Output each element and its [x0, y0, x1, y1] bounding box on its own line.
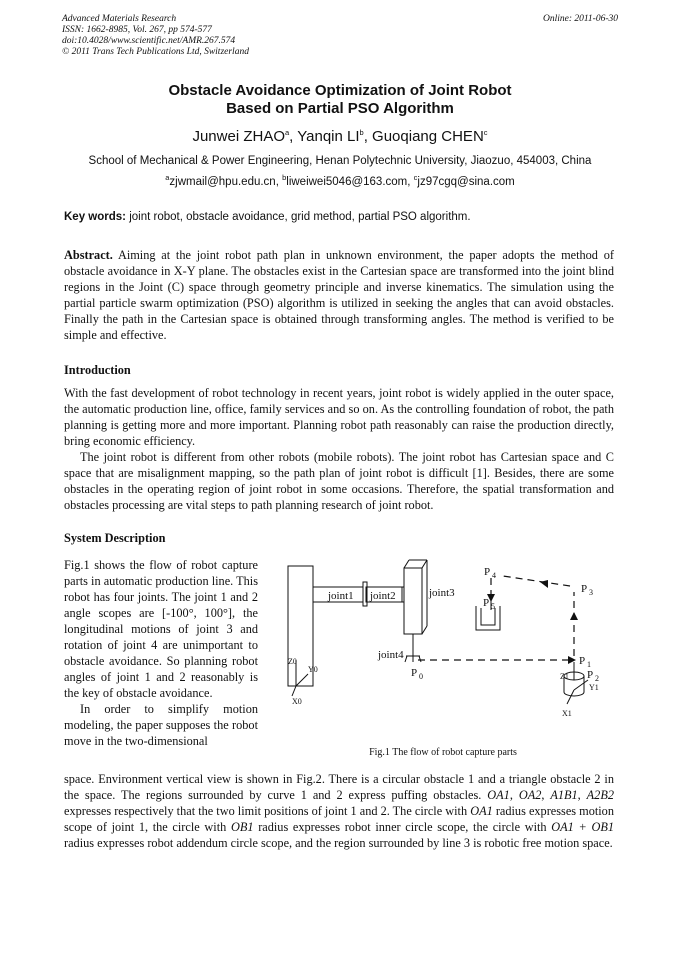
title-line-1: Obstacle Avoidance Optimization of Joint Robot — [168, 82, 512, 99]
sep: , — [577, 788, 581, 802]
sep: , — [509, 788, 513, 802]
label-joint2: joint2 — [370, 590, 396, 602]
math-a2b2: A2B2 — [586, 788, 614, 802]
author-name: Junwei ZHAO — [192, 128, 285, 145]
path-arrow-right — [568, 656, 576, 664]
author-name: Guoqiang CHEN — [372, 128, 484, 145]
abstract — [64, 247, 614, 343]
math-a1b1: A1B1 — [550, 788, 578, 802]
sep: , — [541, 788, 545, 802]
title-line-2: Based on Partial PSO Algorithm — [226, 100, 454, 117]
email-sup: a — [165, 173, 170, 183]
label-joint1: joint1 — [328, 590, 354, 602]
system-description-heading: System Description — [64, 531, 166, 545]
joint3-column — [404, 568, 422, 634]
tail-text: space. Environment vertical view is shown in Fig.2. There is a circular obstacle 1 and a triangle obstacle 2 in the space. The regions surrounded by curve 1 and 2 express puffing obstacles. — [64, 772, 614, 802]
label-p1-sub: 1 — [587, 660, 591, 669]
email-list: $^a$zjwmail@hpu.edu.cn, $^b$liweiwei5046@163.com, $^c$jz97cgq@sina.com — [165, 173, 515, 188]
system-left-column — [64, 557, 258, 749]
online-date: Online: 2011-06-30 — [542, 14, 618, 24]
label-p5-sub: 5 — [491, 602, 495, 611]
label-y1: Y1 — [589, 683, 599, 692]
label-p0: P — [411, 667, 418, 679]
label-p4: P — [484, 566, 491, 578]
email-sup: b — [282, 173, 287, 183]
email-sup: c — [413, 173, 418, 183]
introduction-paragraph-2: The joint robot is different from other robots (mobile robots). The joint robot has Cartesian space and C space that are misalignment mapping, so the path plan of joint robot is difficult [1]. Besides, there are some obstacles in the operating region of joint robot in some occasions. Therefore, the spatial transformation and obstacles processing are vital steps to path planning research of joint robot. — [64, 450, 614, 512]
system-paragraph-1: Fig.1 shows the flow of robot capture parts in automatic production line. This robot has four joints. The joint 1 and 2 angle scopes are [-100°, 100°], the longitudinal motions of joint 3 and rotation of joint 4 are unimportant to obstacle avoidance. So planning robot angles of joint 1 and 2 reasonably is the key of obstacle avoidance. — [64, 558, 258, 700]
label-x0: X0 — [292, 697, 302, 706]
robot-capture-diagram — [278, 558, 613, 748]
tail-text: radius expresses motion scope of joint 1, the circle with — [64, 804, 614, 834]
keywords-text: joint robot, obstacle avoidance, grid method, partial PSO algorithm. — [129, 211, 471, 223]
introduction-paragraph-1: With the fast development of robot technology in recent years, joint robot is widely applied in the outer space, the automatic production line, office, family services and so on. As the controlling foundation of robot, the path planning is getting more and more important. Planning robot path reasonably can raise the production directly, bring economic efficiency. — [64, 386, 614, 448]
label-p1: P — [579, 655, 586, 667]
math-oa2: OA2 — [518, 788, 542, 802]
label-p0-sub: 0 — [419, 672, 423, 681]
container-p5 — [476, 606, 500, 630]
author-list: Junwei ZHAO$^a$, Yanqin $LI^b$, Guoqiang CHEN$^c$ — [192, 128, 488, 145]
keywords-label: Key words: — [64, 211, 126, 223]
path-arrow-up — [570, 612, 578, 620]
tail-text: radius expresses robot inner circle scope, the circle with — [258, 820, 547, 834]
label-x1: X1 — [562, 709, 572, 718]
journal-header — [62, 14, 618, 58]
label-z0: Z0 — [288, 657, 297, 666]
affiliation: School of Mechanical & Power Engineering, Henan Polytechnic University, Jiaozuo, 454003, China — [88, 155, 592, 167]
author-sup: a — [285, 128, 290, 137]
abstract-label: Abstract. — [64, 248, 113, 262]
label-p2: P — [587, 669, 594, 681]
system-paragraph-2: In order to simplify motion modeling, the paper supposes the robot move in the two-dimensional — [64, 702, 258, 748]
issn: ISSN: 1662-8985, Vol. 267, pp 574-577 — [62, 25, 212, 35]
author-sup: c — [483, 128, 488, 137]
introduction-body — [64, 385, 614, 513]
label-p5: P — [483, 597, 490, 609]
label-z1: Z1 — [560, 672, 569, 681]
copyright: © 2011 Trans Tech Publications Ltd, Switzerland — [62, 47, 249, 57]
label-y0: Y0 — [308, 665, 318, 674]
email-address: zjwmail@hpu.edu.cn — [169, 176, 276, 188]
label-joint3: joint3 — [429, 587, 455, 599]
keywords — [64, 211, 618, 223]
author-name: Yanqin LI — [297, 128, 360, 145]
label-p2-sub: 2 — [595, 674, 599, 683]
abstract-text: Aiming at the joint robot path plan in unknown environment, the paper adopts the method of obstacle avoidance in X-Y plane. The obstacles exist in the Cartesian space are transformed into the joint blind regions in the Joint (C) space through geometry principle and inverse kinematics. The simulation using the partial particle swarm optimization (PSO) algorithm is utilized in seeking the angles that can avoid obstacles. Finally the path in the Cartesian space is obtained through transforming angles. The method is verified to be simple and effective. — [64, 248, 614, 342]
system-paragraph-2-continued — [64, 771, 614, 851]
math-oa1-plus-ob1: OA1 + OB1 — [551, 820, 615, 834]
tail-text: expresses respectively that the two limit positions of joint 1 and 2. The circle with — [64, 804, 468, 818]
math-oa1: OA1 — [487, 788, 510, 802]
email-address: liweiwei5046@163.com — [286, 176, 408, 188]
label-p3: P — [581, 583, 588, 595]
math-oa1: OA1 — [470, 804, 493, 818]
paper-title — [62, 82, 618, 118]
introduction-heading: Introduction — [64, 363, 131, 377]
journal-name: Advanced Materials Research — [62, 14, 177, 24]
label-p4-sub: 4 — [492, 571, 496, 580]
figure-1 — [278, 558, 613, 758]
email-address: jz97cgq@sina.com — [417, 176, 515, 188]
label-joint4: joint4 — [378, 649, 404, 661]
label-p3-sub: 3 — [589, 588, 593, 597]
figure-1-caption: Fig.1 The flow of robot capture parts — [369, 747, 517, 758]
tail-text: radius expresses robot addendum circle scope, and the region surrounded by line 3 is robotic free motion space. — [64, 836, 613, 850]
author-sup: b — [359, 128, 364, 137]
doi: doi:10.4028/www.scientific.net/AMR.267.574 — [62, 36, 236, 46]
math-ob1: OB1 — [230, 820, 254, 834]
